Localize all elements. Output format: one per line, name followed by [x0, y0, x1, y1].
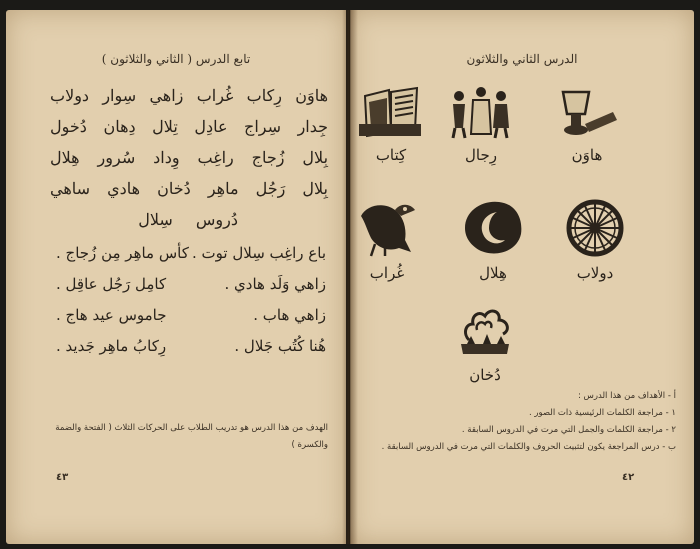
word: سِلال [138, 210, 173, 229]
picture-label: غُراب [369, 264, 405, 282]
picture-label: دُخان [469, 366, 501, 384]
objective-item: ١ - مراجعة الكلمات الرئيسية ذات الصور . [529, 408, 676, 418]
right-page-header: الدرس الثاني والثلاثون [466, 52, 578, 66]
word: بِلال [302, 148, 329, 167]
picture-label: كِتاب [375, 146, 407, 164]
sentence: كأس ماهِر مِن زُجاج . [56, 244, 189, 262]
word-row [48, 142, 330, 173]
sentence: هُنا كُتُب جَلال . [234, 337, 326, 355]
picture-wheel [556, 198, 634, 282]
word: زُجاج [251, 148, 285, 167]
men-icon [445, 84, 517, 140]
word: سِراج [244, 117, 282, 136]
crow-icon [355, 198, 419, 258]
objective-item: ب - درس المراجعة يكون لتثبيت الحروف والكلمات التي مرت في الدروس السابقة . [381, 442, 676, 452]
word: رَجُل [255, 179, 286, 198]
picture-crow [348, 198, 426, 282]
word: جِدار [297, 117, 329, 136]
sentence-row [56, 238, 326, 269]
left-page [6, 10, 346, 544]
sentence: زاهي هاب . [253, 306, 326, 324]
word: عادِل [194, 117, 228, 136]
sentence: رِكابُ ماهِر جَديد . [56, 337, 167, 355]
sentence: جاموس عيد هاج . [56, 306, 167, 324]
picture-label: هاوَن [571, 146, 603, 164]
word: هاوَن [295, 86, 329, 105]
word: تِلال [152, 117, 178, 136]
picture-mortar [548, 84, 626, 164]
sentence: كامِل رَجُل عاقِل . [56, 275, 167, 293]
picture-label: دولاب [576, 264, 614, 282]
word-row [48, 111, 330, 142]
word: هادي [107, 179, 141, 198]
word: راغِب [197, 148, 234, 167]
sentence-row [56, 269, 326, 300]
sentence-rows [56, 238, 326, 362]
word: دُخان [157, 179, 191, 198]
crescent-icon [461, 198, 525, 258]
teacher-note: الهدف من هذا الدرس هو تدريب الطلاب على الحركات الثلاث ( الفتحة والضمة والكسرة ) [55, 423, 328, 450]
picture-label: رِجال [465, 146, 497, 164]
picture-book [352, 84, 430, 164]
picture-label: هِلال [479, 264, 507, 282]
sentence: زاهي وَلَد هادي . [224, 275, 326, 293]
word-row [48, 173, 330, 204]
objective-item: ٢ - مراجعة الكلمات والجمل التي مرت في الدروس السابقة . [461, 425, 676, 435]
book-icon [359, 84, 423, 140]
word-row [48, 80, 330, 111]
word: زاهي [149, 86, 184, 105]
word: دولاب [50, 86, 90, 105]
word: هِلال [50, 148, 80, 167]
word-row [48, 204, 330, 235]
picture-smoke [446, 300, 524, 384]
word: غُراب [196, 86, 234, 105]
left-page-header: تابع الدرس ( الثاني والثلاثون ) [101, 52, 251, 66]
word: دُروس [195, 210, 238, 229]
word: دُخول [50, 117, 87, 136]
sentence: باع راغِب سِلال توت . [192, 244, 326, 262]
wheel-icon [565, 198, 625, 258]
word: بِلال [302, 179, 328, 198]
word-rows [48, 80, 330, 235]
word: ماهِر [207, 179, 239, 198]
book-gutter [342, 10, 358, 544]
word: سِوار [102, 86, 137, 105]
sentence-row [56, 300, 326, 331]
lesson-objectives [364, 388, 676, 456]
mortar-icon [555, 84, 619, 140]
right-page-number: ٤٢ [622, 472, 635, 483]
word: سُرور [97, 148, 136, 167]
sentence-row [56, 331, 326, 362]
picture-men [442, 84, 520, 164]
left-page-number: ٤٣ [56, 472, 69, 483]
picture-crescent [454, 198, 532, 282]
right-page [350, 10, 694, 544]
word: رِكاب [246, 86, 282, 105]
word: دِهان [103, 117, 136, 136]
word: وِداد [153, 148, 180, 167]
smoke-icon [453, 300, 517, 360]
open-book [6, 10, 694, 544]
word: ساهي [50, 179, 91, 198]
objectives-title: أ - الأهداف من هذا الدرس : [577, 391, 676, 401]
